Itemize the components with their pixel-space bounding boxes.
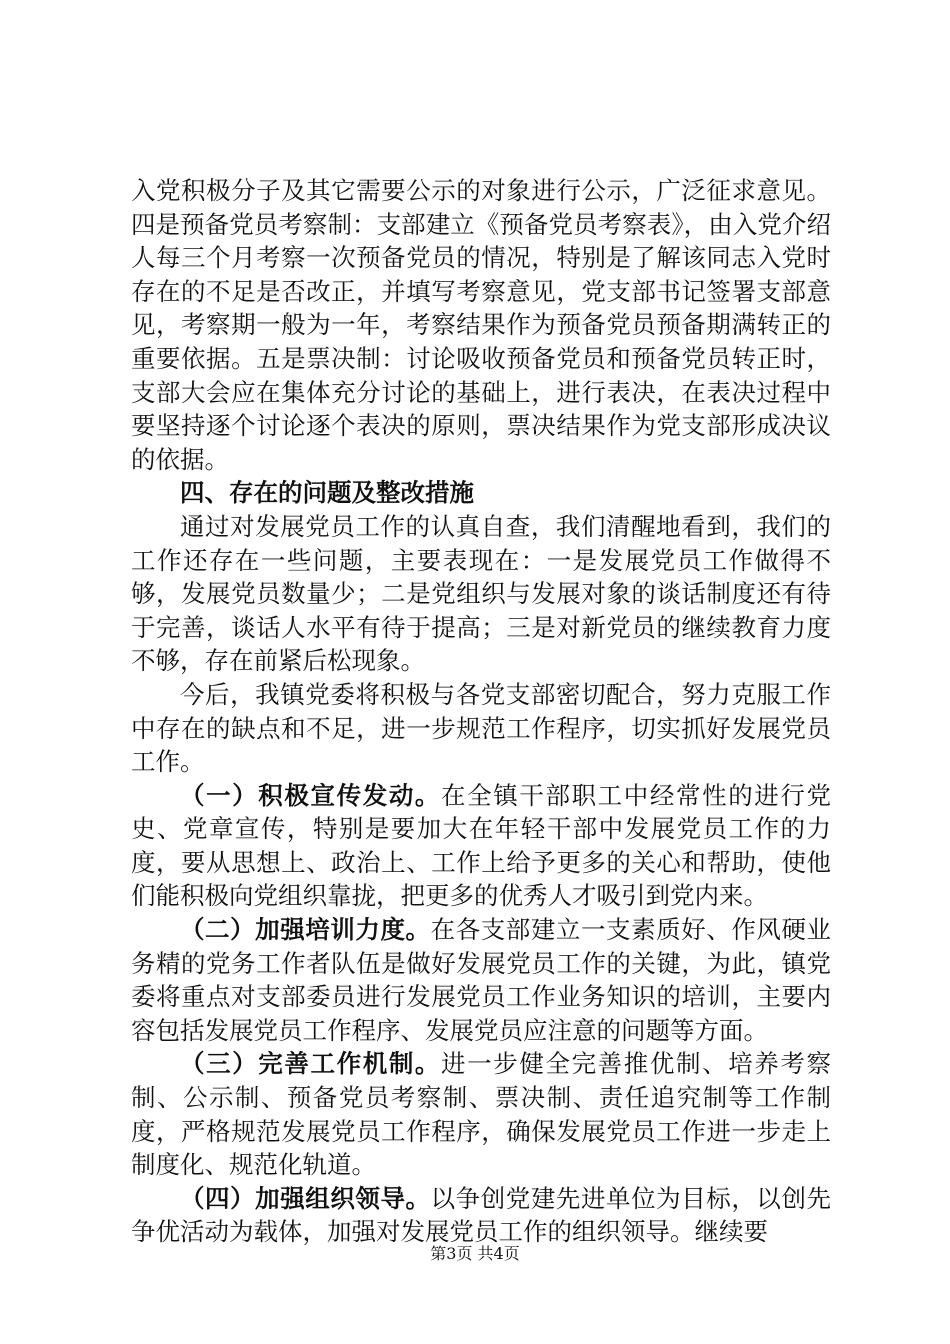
measure-item-3-lead: （三）完善工作机制。: [180, 1049, 442, 1079]
measure-item-3: [131, 1047, 831, 1181]
paragraph-self-check: 通过对发展党员工作的认真自查，我们清醒地看到，我们的工作还存在一些问题，主要表现在：一是发展党员工作做得不够，发展党员数量少；二是党组织与发展对象的谈话制度还有待于完善，谈话人水平有待于提高；三是对新党员的继续教育力度不够，存在前紧后松现象。: [131, 511, 831, 676]
measure-item-3-text: 进一步健全完善推优制、培养考察制、公示制、预备党员考察制、票决制、责任追究制等工作制度，严格规范发展党员工作程序，确保发展党员工作进一步走上制度化、规范化轨道。: [131, 1049, 832, 1180]
section-heading-4: 四、存在的问题及整改措施: [180, 478, 474, 508]
measure-item-1: [131, 779, 831, 913]
measure-item-4: [131, 1182, 831, 1249]
measure-item-1-text: 在全镇干部职工中经常性的进行党史、党章宣传，特别是要加大在年轻干部中发展党员工作的力度，要从思想上、政治上、工作上给予更多的关心和帮助，使他们能积极向党组织靠拢，把更多的优秀人才吸引到党内来。: [131, 780, 832, 911]
measure-item-4-text: 以争创党建先进单位为目标，以创先争优活动为载体，加强对发展党员工作的组织领导。继续要: [131, 1183, 832, 1247]
measure-item-2: [131, 913, 831, 1047]
document-body: [131, 174, 831, 1249]
paragraph-continuation: 入党积极分子及其它需要公示的对象进行公示，广泛征求意见。四是预备党员考察制：支部建立《预备党员考察表》，由入党介绍人每三个月考察一次预备党员的情况，特别是了解该同志入党时存在的不足是否改正，并填写考察意见，党支部书记签署支部意见，考察期一般为一年，考察结果作为预备党员预备期满转正的重要依据。五是票决制：讨论吸收预备党员和预备党员转正时，支部大会应在集体充分讨论的基础上，进行表决，在表决过程中要坚持逐个讨论逐个表决的原则，票决结果作为党支部形成决议的依据。: [131, 176, 831, 474]
measure-item-2-lead: （二）加强培训力度。: [180, 915, 431, 945]
measure-item-4-lead: （四）加强组织领导。: [180, 1183, 431, 1213]
measure-item-2-text: 在各支部建立一支素质好、作风硬业务精的党务工作者队伍是做好发展党员工作的关键，为此，镇党委将重点对支部委员进行发展党员工作业务知识的培训，主要内容包括发展党员工作程序、发展党员应注意的问题等方面。: [131, 915, 832, 1045]
page-number-footer: 第3页 共4页: [430, 1244, 520, 1263]
measure-item-1-lead: （一）积极宣传发动。: [180, 780, 442, 810]
paragraph-future-plan: 今后，我镇党委将积极与各党支部密切配合，努力克服工作中存在的缺点和不足，进一步规范工作程序，切实抓好发展党员工作。: [131, 679, 831, 777]
